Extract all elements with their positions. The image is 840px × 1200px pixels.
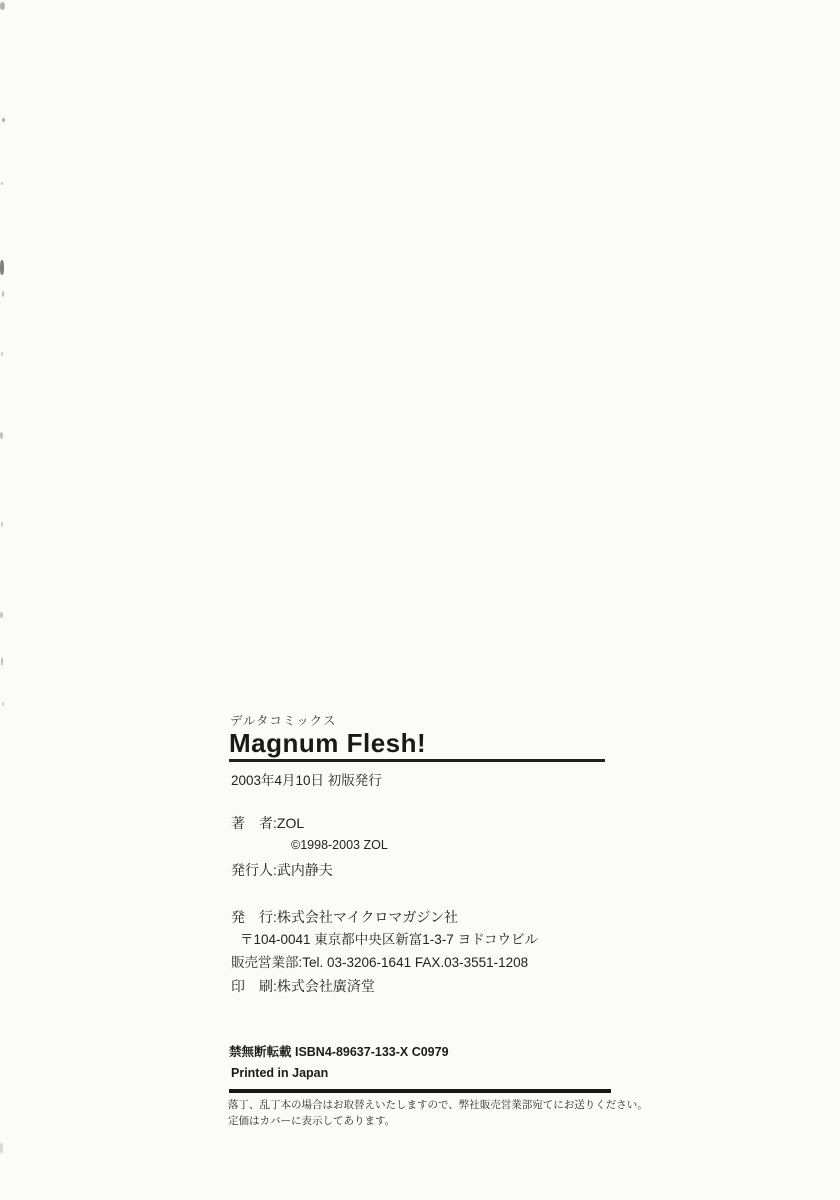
scan-artifact xyxy=(0,1142,3,1154)
sales-contact-line: 販売営業部:Tel. 03-3206-1641 FAX.03-3551-1208 xyxy=(231,955,529,970)
scan-artifact xyxy=(1,522,3,527)
printed-in-japan: Printed in Japan xyxy=(231,1066,329,1080)
printer-line: 印 刷:株式会社廣済堂 xyxy=(231,978,375,994)
scan-artifact xyxy=(1,182,3,185)
scan-artifact xyxy=(0,2,5,10)
scan-artifact xyxy=(1,352,3,356)
scan-artifact xyxy=(2,702,4,706)
title-rule xyxy=(229,759,605,762)
scan-artifact xyxy=(0,260,4,275)
scan-artifact xyxy=(1,657,3,666)
publication-date: 2003年4月10日 初版発行 xyxy=(231,773,382,788)
price-notice-line: 定価はカバーに表示してあります。 xyxy=(228,1115,396,1127)
copyright-line: ©1998-2003 ZOL xyxy=(291,838,388,852)
footer-rule xyxy=(229,1089,611,1093)
return-notice-line: 落丁、乱丁本の場合はお取替えいたしますので、弊社販売営業部宛てにお送りください。 xyxy=(228,1099,648,1111)
publisher-address: 〒104-0041 東京都中央区新富1-3-7 ヨドコウビル xyxy=(240,932,539,947)
isbn-line: 禁無断転載 ISBN4-89637-133-X C0979 xyxy=(229,1045,449,1059)
book-title: Magnum Flesh! xyxy=(229,728,427,758)
series-label: デルタコミックス xyxy=(230,714,337,728)
scan-artifact xyxy=(0,612,3,618)
author-line: 著 者:ZOL xyxy=(231,815,305,831)
issuer-line: 発行人:武内静夫 xyxy=(231,862,333,878)
scan-artifact xyxy=(0,432,3,439)
scan-artifact xyxy=(2,118,5,122)
publisher-line: 発 行:株式会社マイクロマガジン社 xyxy=(231,909,458,925)
scan-artifact xyxy=(2,291,4,297)
